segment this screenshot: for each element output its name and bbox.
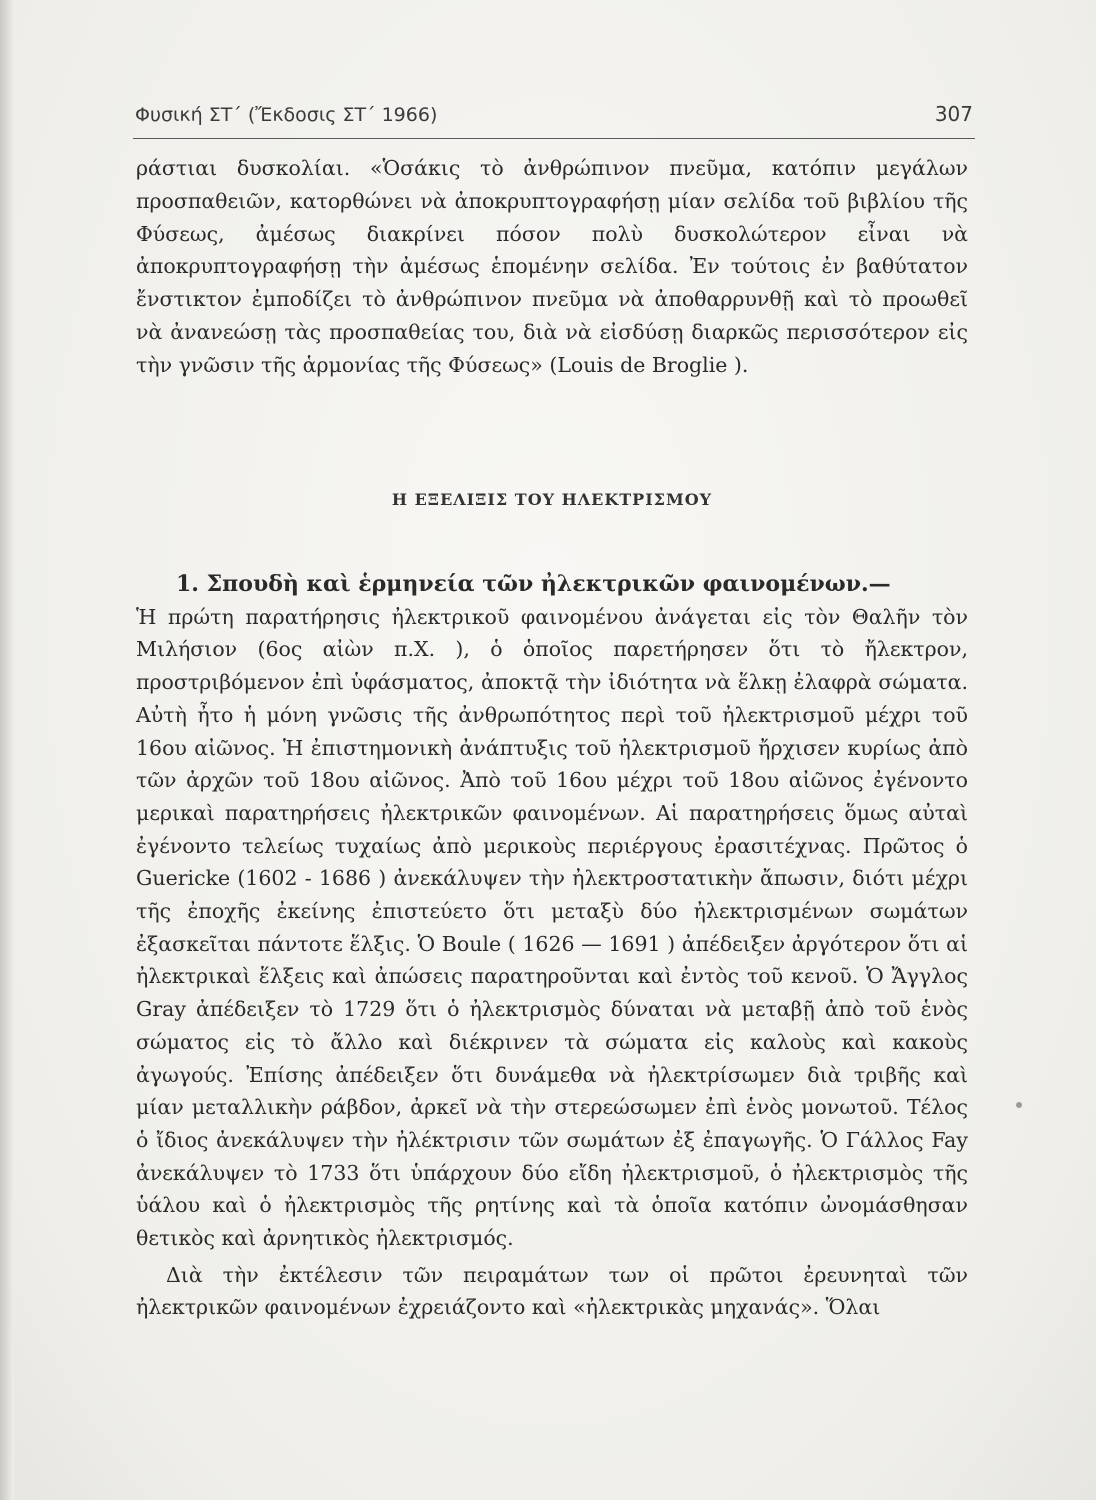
running-header (135, 98, 975, 134)
section-1 (136, 568, 968, 1324)
header-rule (133, 138, 975, 139)
page-number: 307 (934, 102, 973, 126)
quote-paragraph: ράστιαι δυσκολίαι. «Ὁσάκις τὸ ἀνθρώπινον πνεῦμα, κατόπιν μεγάλων προσπαθειῶν, κατορθώνει νὰ ἀποκρυπτογραφήσῃ μίαν σελίδα τοῦ βιβλίου τῆς Φύσεως, ἀμέσως διακρίνει πόσον πολὺ δυσκολώτερον εἶναι νὰ ἀποκρυπτογραφήσῃ τὴν ἀμέσως ἑπομένην σελίδα. Ἐν τούτοις ἐν βαθύτατον ἔνστικτον ἐμποδίζει τὸ ἀνθρώπινον πνεῦμα νὰ ἀποθαρρυνθῇ καὶ τὸ προωθεῖ νὰ ἀνανεώσῃ τὰς προσπαθείας του, διὰ νὰ εἰσδύσῃ διαρκῶς περισσότερον εἰς τὴν γνῶσιν τῆς ἁρμονίας τῆς Φύσεως» (Louis de Broglie ). (136, 156, 968, 377)
section-title: 1. Σπουδὴ καὶ ἑρμηνεία τῶν ἠλεκτρικῶν φαινομένων.— (176, 571, 891, 597)
print-speck (1016, 1102, 1022, 1108)
running-title: Φυσική ΣΤ΄ (Ἔκδοσις ΣΤ΄ 1966) (135, 104, 438, 126)
quote-block (136, 152, 968, 382)
section-paragraph-1: Ἡ πρώτη παρατήρησις ἠλεκτρικοῦ φαινομένου ἀνάγεται εἰς τὸν Θαλῆν τὸν Μιλήσιον (6ος αἰὼν π.Χ. ), ὁ ὁποῖος παρετήρησεν ὅτι τὸ ἤλεκτρον, προστριβόμενον ἐπὶ ὑφάσματος, ἀποκτᾷ τὴν ἰδιότητα νὰ ἕλκῃ ἐλαφρὰ σώματα. Αὐτὴ ἦτο ἡ μόνη γνῶσις τῆς ἀνθρωπότητος περὶ τοῦ ἠλεκτρισμοῦ μέχρι τοῦ 16ου αἰῶνος. Ἡ ἐπιστημονικὴ ἀνάπτυξις τοῦ ἠλεκτρισμοῦ ἤρχισεν κυρίως ἀπὸ τῶν ἀρχῶν τοῦ 18ου αἰῶνος. Ἀπὸ τοῦ 16ου μέχρι τοῦ 18ου αἰῶνος ἐγένοντο μερικαὶ παρατηρήσεις ἠλεκτρικῶν φαινομένων. Αἱ παρατηρήσεις ὅμως αὐταὶ ἐγένοντο τελείως τυχαίως ἀπὸ μερικοὺς περιέργους ἐρασιτέχνας. Πρῶτος ὁ Guericke (1602 - 1686 ) ἀνεκάλυψεν τὴν ἠλεκτροστατικὴν ἄπωσιν, διότι μέχρι τῆς ἐποχῆς ἐκείνης ἐπιστεύετο ὅτι μεταξὺ δύο ἠλεκτρισμένων σωμάτων ἐξασκεῖται πάντοτε ἕλξις. Ὁ Boule ( 1626 — 1691 ) ἀπέδειξεν ἀργότερον ὅτι αἱ ἠλεκτρικαὶ ἕλξεις καὶ ἀπώσεις παρατηροῦνται καὶ ἐντὸς τοῦ κενοῦ. Ὁ Ἄγγλος Gray ἀπέδειξεν τὸ 1729 ὅτι ὁ ἠλεκτρισμὸς δύναται νὰ μεταβῇ ἀπὸ τοῦ ἑνὸς σώματος εἰς τὸ ἄλλο καὶ διέκρινεν τὰ σώματα εἰς καλοὺς καὶ κακοὺς ἀγωγούς. Ἐπίσης ἀπέδειξεν ὅτι δυνάμεθα νὰ ἠλεκτρίσωμεν διὰ τριβῆς καὶ μίαν μεταλλικὴν ράβδον, ἀρκεῖ νὰ τὴν στερεώσωμεν ἐπὶ ἑνὸς μονωτοῦ. Τέλος ὁ ἴδιος ἀνεκάλυψεν τὴν ἠλέκτρισιν τῶν σωμάτων ἐξ ἐπαγωγῆς. Ὁ Γάλλος Fay ἀνεκάλυψεν τὸ 1733 ὅτι ὑπάρχουν δύο εἴδη ἠλεκτρισμοῦ, ὁ ἠλεκτρισμὸς τῆς ὑάλου καὶ ὁ ἠλεκτρισμὸς τῆς ρητίνης καὶ τὰ ὁποῖα κατόπιν ὠνομάσθησαν θετικὸς καὶ ἀρνητικὸς ἠλεκτρισμός. (136, 604, 968, 1251)
section-paragraph-2: Διὰ τὴν ἐκτέλεσιν τῶν πειραμάτων των οἱ πρῶτοι ἐρευνηταὶ τῶν ἠλεκτρικῶν φαινομένων ἐχρειάζοντο καὶ «ἠλεκτρικὰς μηχανάς». Ὅλαι (136, 1262, 968, 1320)
chapter-heading: Η ΕΞΕΛΙΞΙΣ ΤΟΥ ΗΛΕΚΤΡΙΣΜΟΥ (391, 490, 713, 509)
page-edge-shadow (0, 0, 14, 1500)
